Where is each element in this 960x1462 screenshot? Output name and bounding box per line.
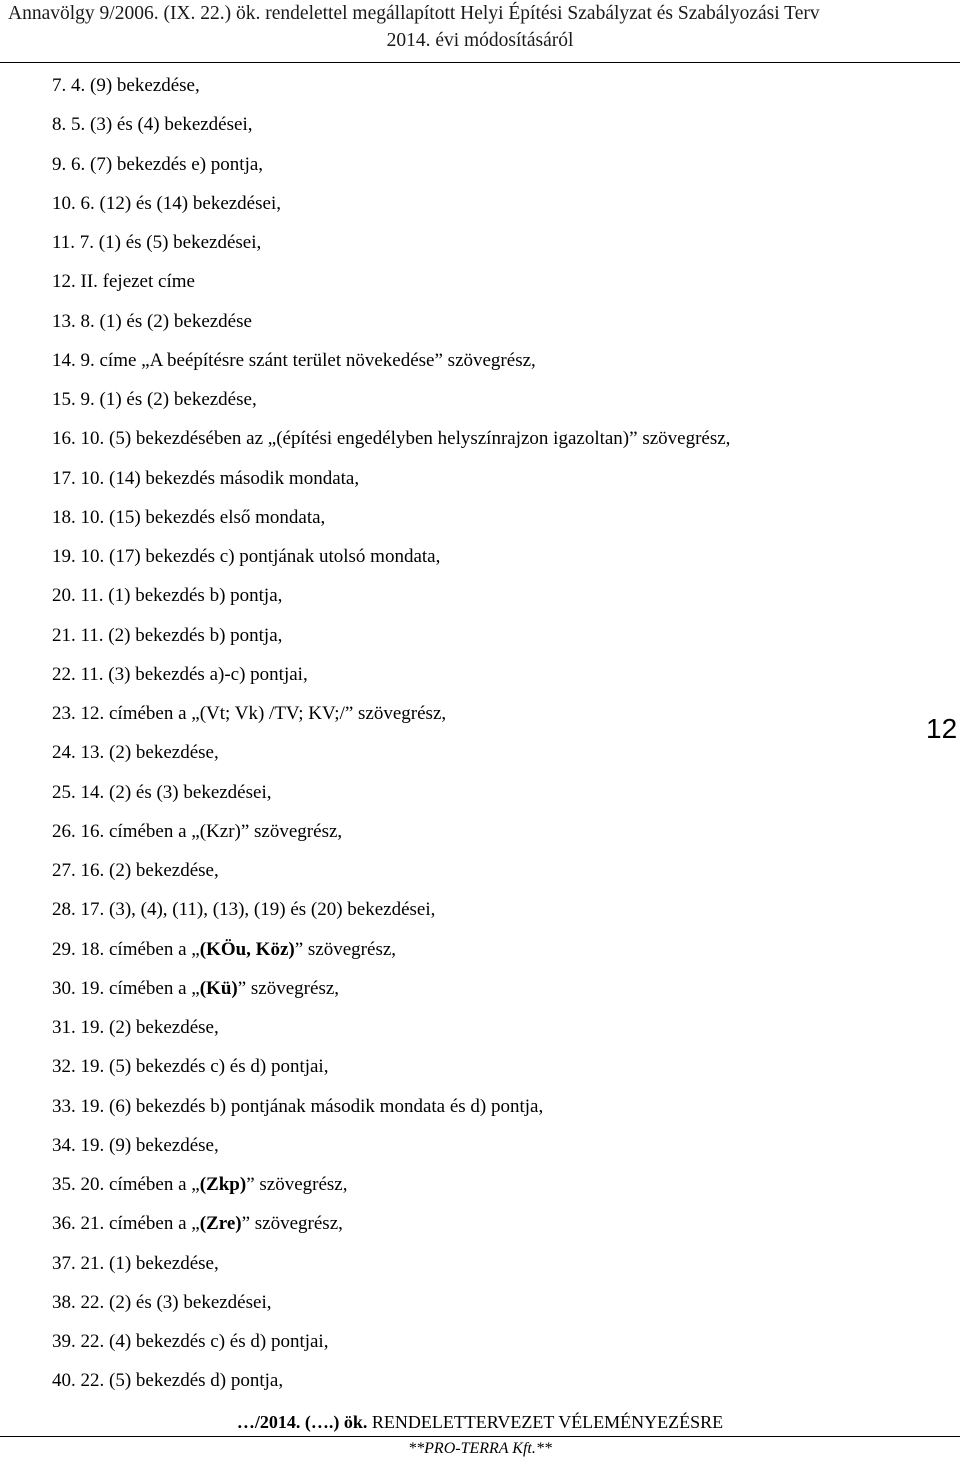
list-item-text: 11. 7. (1) és (5) bekezdései, <box>52 232 262 253</box>
list-item-bold-text: (KÖu, Köz) <box>199 938 295 960</box>
list-item <box>52 145 912 184</box>
list-item-text: 40. 22. (5) bekezdés d) pontja, <box>52 1370 284 1392</box>
list-item-text: 21. 11. (2) bekezdés b) pontja, <box>52 624 283 646</box>
list-item <box>52 1244 912 1283</box>
list-item-text: ” szövegrész, <box>237 977 340 999</box>
footer-title <box>0 1412 960 1433</box>
list-item-text: 37. 21. (1) bekezdése, <box>52 1252 219 1274</box>
list-item-text: 8. 5. (3) és (4) bekezdései, <box>52 114 253 136</box>
list-item <box>52 930 912 969</box>
page-number: 12 <box>926 713 958 744</box>
list-item-bold-text: (Zkp) <box>199 1174 247 1195</box>
list-item-text: 39. 22. (4) bekezdés c) és d) pontjai, <box>52 1331 329 1352</box>
list-item <box>52 733 912 772</box>
list-item <box>52 459 912 498</box>
list-item-text: 30. 19. címében a „ <box>52 977 200 999</box>
list-item <box>52 1087 912 1126</box>
list-item <box>52 1126 912 1165</box>
list-item-text: 19. 10. (17) bekezdés c) pontjának utolsó mondata, <box>52 546 441 567</box>
list-item <box>52 1165 912 1204</box>
list-item <box>52 1047 912 1086</box>
list-item-text: 18. 10. (15) bekezdés első mondata, <box>52 506 326 528</box>
list-item <box>52 223 912 262</box>
list-item <box>52 302 912 341</box>
list-item <box>52 262 912 301</box>
list-item <box>52 184 912 223</box>
list-item-text: ” szövegrész, <box>294 938 397 960</box>
list-item <box>52 1322 912 1361</box>
repealed-provisions-list <box>52 66 912 1401</box>
list-item-text: 17. 10. (14) bekezdés második mondata, <box>52 467 360 489</box>
list-item <box>52 851 912 890</box>
list-item <box>52 1008 912 1047</box>
list-item <box>52 1283 912 1322</box>
list-item-text: 29. 18. címében a „ <box>52 938 200 960</box>
footer-title-text: RENDELETTERVEZET VÉLEMÉNYEZÉSRE <box>367 1412 724 1432</box>
list-item-text: 7. 4. (9) bekezdése, <box>52 75 200 96</box>
list-item-text: 10. 6. (12) és (14) bekezdései, <box>52 192 281 214</box>
list-item-text: 9. 6. (7) bekezdés e) pontja, <box>52 153 264 175</box>
list-item-text: 33. 19. (6) bekezdés b) pontjának második mondata és d) pontja, <box>52 1095 544 1117</box>
list-item-text: 26. 16. címében a „(Kzr)” szövegrész, <box>52 820 343 842</box>
list-item <box>52 419 912 458</box>
list-item-text: 25. 14. (2) és (3) bekezdései, <box>52 781 272 803</box>
list-item <box>52 537 912 576</box>
list-item <box>52 1204 912 1243</box>
list-item-text: 14. 9. címe „A beépítésre szánt terület növekedése” szövegrész, <box>52 349 536 371</box>
list-item <box>52 576 912 615</box>
list-item-text: 28. 17. (3), (4), (11), (13), (19) és (20) bekezdései, <box>52 899 436 921</box>
list-item-text: 27. 16. (2) bekezdése, <box>52 860 219 881</box>
footer-divider <box>0 1436 960 1437</box>
list-item-text: 38. 22. (2) és (3) bekezdései, <box>52 1291 272 1313</box>
list-item-bold-text: (Kü) <box>199 977 238 999</box>
list-item-text: 12. II. fejezet címe <box>52 271 195 293</box>
list-item-text: 23. 12. címében a „(Vt; Vk) /TV; KV;/” szövegrész, <box>52 703 447 724</box>
list-item <box>52 66 912 105</box>
list-item-text: 36. 21. címében a „ <box>52 1213 200 1235</box>
list-item-bold-text: (Zre) <box>199 1213 242 1235</box>
list-item-text: 13. 8. (1) és (2) bekezdése <box>52 310 252 332</box>
list-item-text: ” szövegrész, <box>246 1174 348 1195</box>
list-item-text: 34. 19. (9) bekezdése, <box>52 1134 219 1156</box>
list-item <box>52 812 912 851</box>
list-item <box>52 773 912 812</box>
list-item <box>52 969 912 1008</box>
list-item <box>52 616 912 655</box>
header-title: Annavölgy 9/2006. (IX. 22.) ök. rendelettel megállapított Helyi Építési Szabályzat és Szabályozási Terv <box>8 3 820 24</box>
list-item <box>52 655 912 694</box>
list-item-text: 24. 13. (2) bekezdése, <box>52 742 219 764</box>
list-item-text: 32. 19. (5) bekezdés c) és d) pontjai, <box>52 1056 329 1078</box>
list-item-text: ” szövegrész, <box>241 1213 343 1235</box>
header-subtitle: 2014. évi módosításáról <box>386 30 574 51</box>
list-item-text: 20. 11. (1) bekezdés b) pontja, <box>52 585 283 607</box>
page-header <box>0 0 960 63</box>
list-item-text: 35. 20. címében a „ <box>52 1174 200 1195</box>
list-item-text: 15. 9. (1) és (2) bekezdése, <box>52 389 257 410</box>
list-item <box>52 380 912 419</box>
list-item-text: 16. 10. (5) bekezdésében az „(építési engedélyben helyszínrajzon igazoltan)” szövegrész, <box>52 428 731 450</box>
list-item <box>52 105 912 144</box>
list-item-text: 22. 11. (3) bekezdés a)-c) pontjai, <box>52 663 308 685</box>
list-item <box>52 694 912 733</box>
list-item <box>52 890 912 929</box>
footer-decree-ref: …/2014. (….) ök. <box>236 1412 368 1432</box>
list-item <box>52 1361 912 1400</box>
footer-company: **PRO-TERRA Kft.** <box>408 1440 552 1457</box>
list-item <box>52 341 912 380</box>
list-item <box>52 498 912 537</box>
list-item-text: 31. 19. (2) bekezdése, <box>52 1017 219 1038</box>
